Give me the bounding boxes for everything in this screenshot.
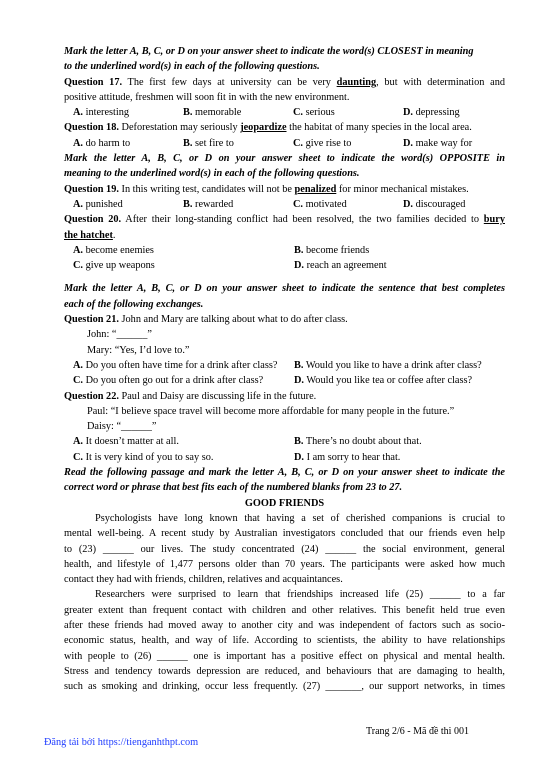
section-instruction: to the underlined word(s) in each of the following questions. bbox=[64, 61, 320, 73]
option-b: B. rewarded bbox=[183, 198, 234, 210]
option-b: B. Would you like to have a drink after class? bbox=[294, 359, 482, 371]
dialogue-line: John: “______” bbox=[87, 329, 152, 341]
option-d: D. Would you like tea or coffee after class? bbox=[294, 375, 473, 387]
section-instruction: meaning to the underlined word(s) in each of the following questions. bbox=[64, 168, 360, 180]
option-a: A. interesting bbox=[73, 107, 130, 119]
question-20-line2: the hatchet. bbox=[64, 229, 116, 241]
option-a: A. do harm to bbox=[73, 137, 131, 149]
section-instruction: each of the following exchanges. bbox=[64, 298, 204, 310]
passage-line: mental well-being. A recent study by Australian investigators concluded that our friends even help bbox=[64, 528, 505, 540]
option-d: D. make way for bbox=[403, 137, 473, 149]
question-19: Question 19. In this writing test, candidates will not be penalized for minor mechanical mistakes. bbox=[64, 183, 469, 195]
option-c: C. It is very kind of you to say so. bbox=[73, 451, 214, 463]
option-a: A. become enemies bbox=[73, 244, 154, 256]
passage-line: Researchers were surprised to learn that friendships increased life (25) ______ to a far bbox=[95, 589, 505, 601]
question-21: Question 21. John and Mary are talking about what to do after class. bbox=[64, 314, 348, 326]
credit-link[interactable]: Đăng tải bởi https://tienganhthpt.com bbox=[44, 737, 199, 748]
question-21-options bbox=[64, 373, 505, 388]
dialogue-line: Paul: “I believe space travel will become more affordable for many people in the future.” bbox=[87, 405, 455, 417]
section-instruction: Mark the letter A, B, C, or D on your answer sheet to indicate the sentence that best completes bbox=[64, 283, 505, 295]
passage-line: Psychologists have long known that having a set of cherished companions is crucial to bbox=[95, 512, 505, 524]
passage-line: greater extent than frequent contact with children and other relatives. This benefit held true even bbox=[64, 604, 505, 616]
question-22: Question 22. Paul and Daisy are discussing life in the future. bbox=[64, 390, 317, 402]
question-20-options bbox=[64, 258, 505, 273]
question-20: Question 20. After their long-standing conflict had been resolved, the two families decided to bury bbox=[64, 214, 505, 226]
option-d: D. discouraged bbox=[403, 198, 466, 210]
option-c: C. motivated bbox=[293, 198, 347, 210]
question-18: Question 18. Deforestation may seriously jeopardize the habitat of many species in the local area. bbox=[64, 122, 472, 134]
option-c: C. Do you often go out for a drink after class? bbox=[73, 375, 264, 387]
option-c: C. give rise to bbox=[293, 137, 352, 149]
dialogue-line: Mary: “Yes, I’d love to.” bbox=[87, 344, 190, 356]
option-a: A. punished bbox=[73, 198, 123, 210]
option-c: C. serious bbox=[293, 107, 335, 119]
question-17-options bbox=[64, 105, 505, 120]
option-c: C. give up weapons bbox=[73, 260, 155, 272]
passage-line: Stress and tendency towards depression are reduced, and behaviours that are damaging to health, bbox=[64, 665, 505, 677]
question-22-options bbox=[64, 450, 505, 465]
dialogue-line: Daisy: “______” bbox=[87, 421, 157, 433]
option-d: D. depressing bbox=[403, 107, 460, 119]
passage-line: health, and lifestyle of 1,477 persons older than 70 years. The participants were asked how much bbox=[64, 558, 505, 570]
section-instruction: correct word or phrase that best fits each of the numbered blanks from 23 to 27. bbox=[64, 482, 403, 494]
passage-line: after these friends had moved away to another city and was independent of factors such as socio- bbox=[64, 619, 505, 631]
passage-line: contact they had with friends, children, relatives and acquaintances. bbox=[64, 574, 343, 586]
section-instruction: Read the following passage and mark the letter A, B, C, or D on your answer sheet to indicate the bbox=[64, 467, 505, 479]
option-b: B. set fire to bbox=[183, 137, 234, 149]
question-22-options bbox=[64, 434, 505, 449]
passage-line: economic status, health, and way of life. According to scientists, the ability to have relationships bbox=[64, 635, 505, 647]
question-19-options bbox=[64, 197, 505, 212]
passage-line: to (23) ______ our lives. The study concentrated (24) ______ the social environment, general bbox=[64, 543, 505, 555]
option-d: D. reach an agreement bbox=[294, 260, 387, 272]
option-d: D. I am sorry to hear that. bbox=[294, 451, 401, 463]
passage-line: with people to (26) ______ one is important has a positive effect on physical and mental health. bbox=[64, 650, 505, 662]
question-21-options bbox=[64, 358, 505, 373]
exam-page bbox=[64, 44, 505, 694]
page-footer: Trang 2/6 - Mã đề thi 001 bbox=[366, 726, 469, 737]
question-17: Question 17. The first few days at university can be very daunting, but with determination and bbox=[64, 76, 505, 88]
option-b: B. There’s no doubt about that. bbox=[294, 436, 422, 448]
option-b: B. become friends bbox=[294, 244, 370, 256]
question-18-options bbox=[64, 136, 505, 151]
question-20-options bbox=[64, 243, 505, 258]
passage-line: such as smoking and drinking, occur less frequently. (27) _______, our support networks, in times bbox=[64, 681, 505, 693]
section-instruction: Mark the letter A, B, C, or D on your answer sheet to indicate the word(s) OPPOSITE in bbox=[64, 153, 505, 165]
section-instruction: Mark the letter A, B, C, or D on your answer sheet to indicate the word(s) CLOSEST in meaning bbox=[64, 46, 474, 57]
passage-title: GOOD FRIENDS bbox=[244, 497, 325, 509]
option-b: B. memorable bbox=[183, 107, 242, 119]
question-17-line2: positive attitude, freshmen will soon fit in with the new environment. bbox=[64, 91, 350, 103]
option-a: A. It doesn’t matter at all. bbox=[73, 436, 179, 448]
option-a: A. Do you often have time for a drink after class? bbox=[73, 359, 278, 371]
